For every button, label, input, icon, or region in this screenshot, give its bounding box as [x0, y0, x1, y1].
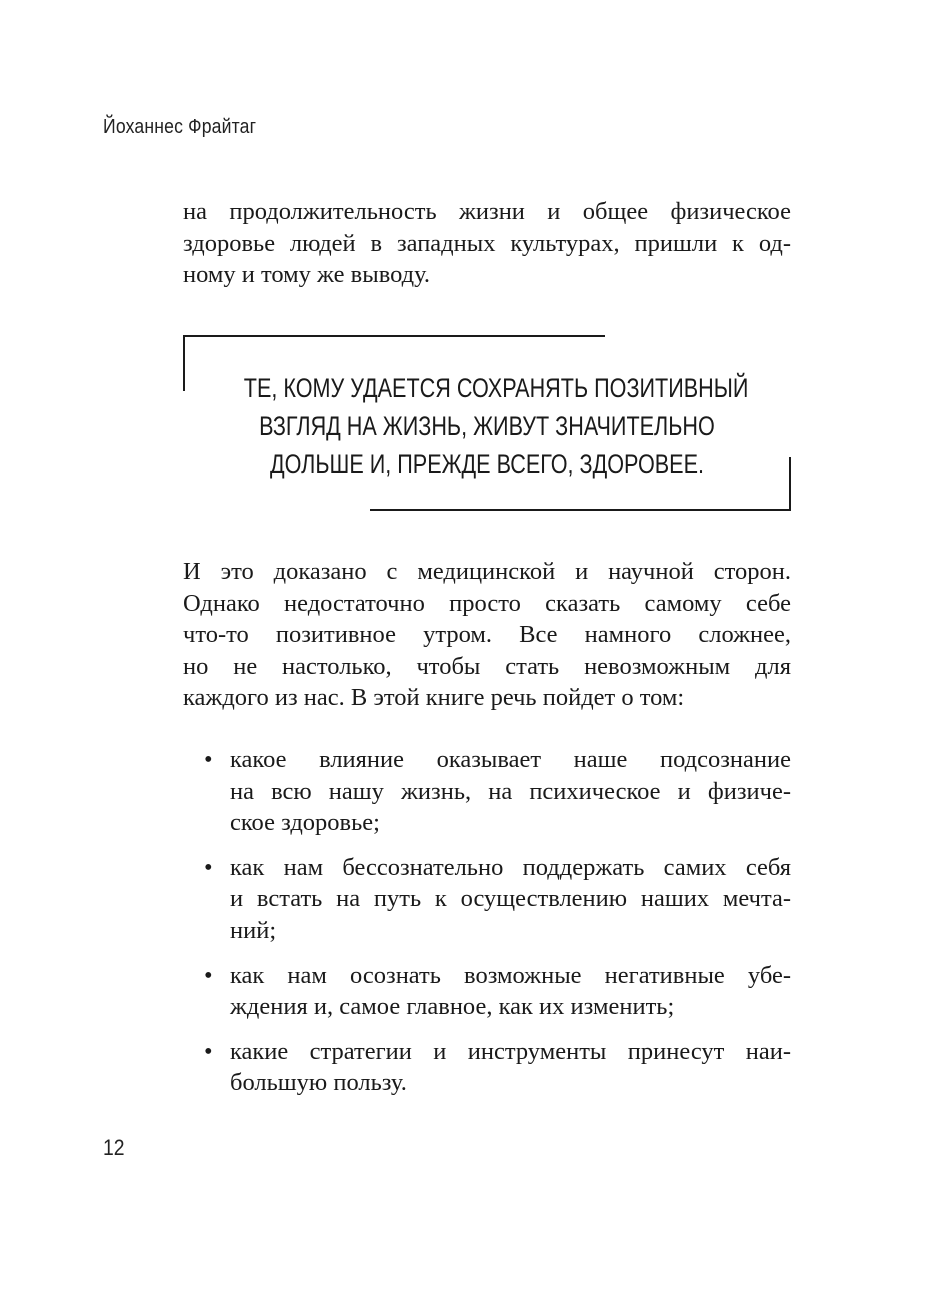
text-line: какое влияние оказывает наше подсознание [230, 746, 791, 773]
list-item [183, 960, 791, 1023]
text-line: большую пользу. [230, 1069, 407, 1097]
bullet-icon: • [204, 1037, 213, 1065]
list-item [183, 744, 791, 839]
bullet-icon: • [204, 853, 213, 881]
text-line: здоровье людей в западных культурах, пришли к од- [183, 229, 791, 257]
paragraph-main [183, 556, 791, 714]
text-line: как нам бессознательно поддержать самих себя [230, 853, 791, 881]
paragraph-top [183, 196, 791, 291]
list-item [183, 852, 791, 947]
pull-quote [183, 369, 791, 483]
bullet-list [183, 744, 791, 1112]
pull-quote-line: ВЗГЛЯД НА ЖИЗНЬ, ЖИВУТ ЗНАЧИТЕЛЬНО [259, 411, 715, 441]
text-line: И это доказано с медицинской и научной сторон. [183, 558, 791, 585]
text-line: на всю нашу жизнь, на психическое и физиче- [230, 777, 791, 805]
quote-frame-top-rule [183, 335, 605, 337]
pull-quote-line: ТЕ, КОМУ УДАЕТСЯ СОХРАНЯТЬ ПОЗИТИВНЫЙ [243, 373, 749, 403]
text-line: но не настолько, чтобы стать невозможным для [183, 652, 791, 680]
bullet-icon: • [204, 961, 213, 989]
text-line: как нам осознать возможные негативные убе- [230, 961, 791, 989]
pull-quote-line: ДОЛЬШЕ И, ПРЕЖДЕ ВСЕГО, ЗДОРОВЕЕ. [269, 449, 704, 479]
text-line: ское здоровье; [230, 809, 380, 837]
text-line: ждения и, самое главное, как их изменить; [230, 993, 675, 1021]
running-head: Йоханнес Фрайтаг [103, 116, 257, 138]
text-line: что-то позитивное утром. Все намного сложнее, [183, 621, 791, 649]
text-line: и встать на путь к осуществлению наших мечта- [230, 885, 791, 913]
text-line: на продолжительность жизни и общее физическое [183, 198, 791, 225]
text-line: какие стратегии и инструменты принесут наи- [230, 1037, 791, 1065]
list-item [183, 1036, 791, 1099]
bullet-icon: • [204, 746, 213, 773]
text-line: ному и тому же выводу. [183, 261, 431, 289]
text-line: Однако недостаточно просто сказать самому себе [183, 589, 791, 617]
text-line: каждого из нас. В этой книге речь пойдет о том: [183, 684, 685, 712]
text-line: ний; [230, 916, 277, 944]
quote-frame-bottom-rule [370, 509, 791, 511]
page-number: 12 [103, 1135, 125, 1160]
